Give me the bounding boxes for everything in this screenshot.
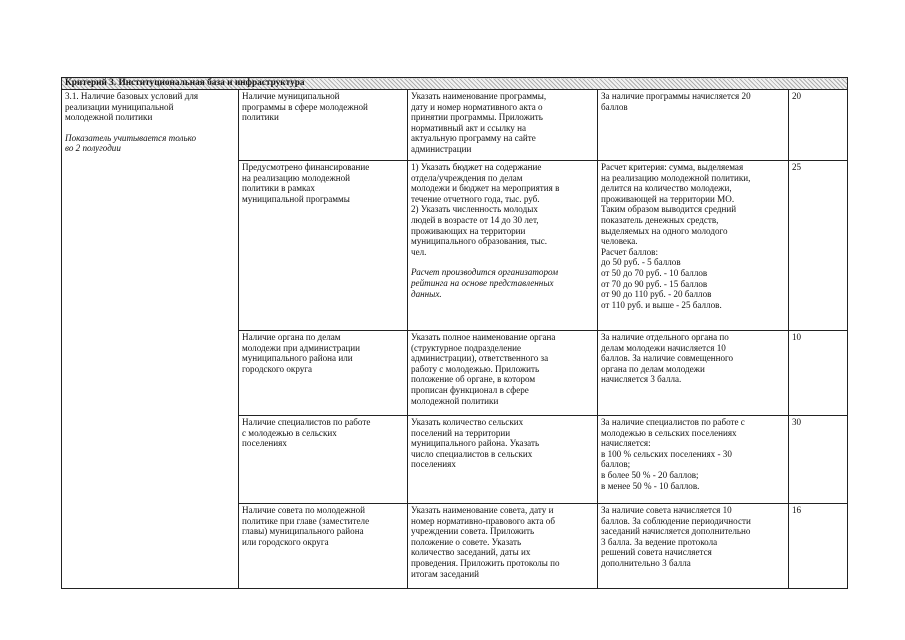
instruction-line: работу с молодежью. Приложить xyxy=(411,363,540,374)
instruction-line: Указать полное наименование органа xyxy=(411,332,556,342)
scoring-line: За наличие совета начисляется 10 xyxy=(601,505,732,515)
instruction-line: поселениях xyxy=(411,459,456,470)
indicator-line: Наличие совета по молодежной xyxy=(242,505,366,515)
scoring-line: Расчет критерия: сумма, выделяемая xyxy=(601,162,744,172)
section-title-line: 3.1. Наличие базовых условий для xyxy=(65,91,199,101)
indicator-cell xyxy=(239,90,408,161)
section-title-line: молодежной политики xyxy=(65,112,153,123)
scoring-line: в менее 50 % - 10 баллов. xyxy=(601,480,700,491)
indicator-line: муниципального района или xyxy=(242,353,353,364)
instruction-line: молодежной политики xyxy=(411,395,499,406)
instruction-cell xyxy=(408,416,598,504)
scoring-line: проживающей на территории МО. xyxy=(601,193,735,204)
indicator-line: политики в рамках xyxy=(242,183,315,194)
indicator-line: молодежи при администрации xyxy=(242,342,360,353)
scoring-cell xyxy=(598,504,789,589)
indicator-cell xyxy=(239,161,408,331)
instruction-line: положение об органе, в котором xyxy=(411,374,536,385)
indicator-cell xyxy=(239,331,408,416)
scoring-line: органа по делам молодежи xyxy=(601,363,705,374)
scoring-line: делам молодежи начисляется 10 xyxy=(601,342,726,353)
instruction-line: число специалистов в сельских xyxy=(411,448,533,459)
instruction-note-line: рейтинга на основе представленных xyxy=(411,277,554,288)
scoring-line: начисляется 3 балла. xyxy=(601,374,682,385)
points-value: 25 xyxy=(792,162,802,172)
scoring-cell xyxy=(598,90,789,161)
instruction-line: поселений на территории xyxy=(411,427,511,438)
instruction-line: принятии программы. Приложить xyxy=(411,112,543,123)
scoring-line: молодежью в сельских поселениях xyxy=(601,427,737,438)
instruction-line: учреждении совета. Приложить xyxy=(411,526,535,537)
instruction-line: номер нормативно-правового акта об xyxy=(411,515,555,526)
instruction-line: людей в возрасте от 14 до 30 лет, xyxy=(411,214,539,225)
instruction-line: 2) Указать численность молодых xyxy=(411,204,538,215)
instruction-cell xyxy=(408,90,598,161)
points-cell xyxy=(789,161,848,331)
instruction-line: прописан функционал в сфере xyxy=(411,384,529,395)
instruction-line: 1) Указать бюджет на содержание xyxy=(411,162,542,172)
scoring-line: в 100 % сельских поселениях - 30 xyxy=(601,448,732,459)
instruction-line: муниципального образования, тыс. xyxy=(411,236,548,247)
criterion-header-row xyxy=(62,78,848,90)
instruction-cell xyxy=(408,504,598,589)
indicator-line: на реализацию молодежной xyxy=(242,172,351,183)
indicator-line: поселениях xyxy=(242,438,287,449)
criteria-table xyxy=(61,77,848,589)
points-cell xyxy=(789,416,848,504)
scoring-cell xyxy=(598,331,789,416)
instruction-cell xyxy=(408,331,598,416)
instruction-line: молодежи и бюджет на мероприятия в xyxy=(411,183,560,194)
instruction-line: (структурное подразделение xyxy=(411,342,521,353)
instruction-line: течение отчетного года, тыс. руб. xyxy=(411,193,540,204)
instruction-line: администрации xyxy=(411,143,472,154)
instruction-cell xyxy=(408,161,598,331)
instruction-line: Указать наименование совета, дату и xyxy=(411,505,554,515)
scoring-line: баллов xyxy=(601,101,628,112)
indicator-line: городского округа xyxy=(242,363,313,374)
scoring-line: решений совета начисляется xyxy=(601,547,712,558)
indicator-cell xyxy=(239,416,408,504)
instruction-line: нормативный акт и ссылку на xyxy=(411,122,527,133)
scoring-line: За наличие программы начисляется 20 xyxy=(601,91,751,101)
instruction-line: актуальную программу на сайте xyxy=(411,133,536,144)
section-cell xyxy=(62,90,239,589)
instruction-note-line: Расчет производится организатором xyxy=(411,267,559,278)
scoring-line: до 50 руб. - 5 баллов xyxy=(601,257,681,268)
points-cell xyxy=(789,331,848,416)
scoring-line: от 50 до 70 руб. - 10 баллов xyxy=(601,267,708,278)
instruction-line: положение о совете. Указать xyxy=(411,536,522,547)
criteria-document xyxy=(61,77,847,589)
scoring-line: начисляется: xyxy=(601,438,651,449)
scoring-line: от 90 до 110 руб. - 20 баллов xyxy=(601,289,712,300)
scoring-line: баллов. За наличие совмещенного xyxy=(601,353,734,364)
scoring-line: заседаний начисляется дополнительно xyxy=(601,526,751,537)
scoring-line: баллов; xyxy=(601,459,631,470)
indicator-line: Предусмотрено финансирование xyxy=(242,162,370,172)
section-note-line: Показатель учитывается только xyxy=(65,132,197,143)
indicator-cell xyxy=(239,504,408,589)
section-title-line: реализации муниципальной xyxy=(65,101,174,112)
indicator-line: Наличие органа по делам xyxy=(242,332,341,342)
scoring-line: на реализацию молодежной политики, xyxy=(601,172,751,183)
points-value: 30 xyxy=(792,417,802,427)
spacer xyxy=(411,257,595,267)
scoring-line: показатель денежных средств, xyxy=(601,214,719,225)
instruction-line: дату и номер нормативного акта о xyxy=(411,101,543,112)
indicator-line: политике при главе (заместителе xyxy=(242,515,370,526)
scoring-line: от 110 руб. и выше - 25 баллов. xyxy=(601,299,722,310)
indicator-line: Наличие муниципальной xyxy=(242,91,340,101)
instruction-line: количество заседаний, даты их xyxy=(411,547,531,558)
instruction-line: отдела/учреждения по делам xyxy=(411,172,523,183)
points-cell xyxy=(789,90,848,161)
scoring-cell xyxy=(598,416,789,504)
criterion-header: Критерий 3. Институциональная база и инфраструктура xyxy=(62,78,848,90)
indicator-line: политики xyxy=(242,112,279,123)
scoring-line: Расчет баллов: xyxy=(601,246,658,257)
scoring-line: выделяемых на одного молодого xyxy=(601,225,728,236)
points-value: 16 xyxy=(792,505,802,515)
indicator-line: муниципальной программы xyxy=(242,193,350,204)
scoring-line: от 70 до 90 руб. - 15 баллов xyxy=(601,278,708,289)
points-value: 10 xyxy=(792,332,802,342)
instruction-line: чел. xyxy=(411,246,427,257)
points-value: 20 xyxy=(792,91,802,101)
instruction-line: Указать наименование программы, xyxy=(411,91,547,101)
scoring-line: Таким образом выводится средний xyxy=(601,204,737,215)
indicator-line: Наличие специалистов по работе xyxy=(242,417,371,427)
spacer xyxy=(65,123,236,133)
scoring-line: делится на количество молодежи, xyxy=(601,183,732,194)
scoring-line: в более 50 % - 20 баллов; xyxy=(601,469,699,480)
instruction-line: администрации), ответственного за xyxy=(411,353,549,364)
section-note-line: во 2 полугодии xyxy=(65,143,121,154)
indicator-line: главы) муниципального района xyxy=(242,526,364,537)
instruction-line: итогам заседаний xyxy=(411,568,480,579)
scoring-line: дополнительно 3 балла xyxy=(601,557,691,568)
scoring-line: баллов. За соблюдение периодичности xyxy=(601,515,751,526)
scoring-line: За наличие отдельного органа по xyxy=(601,332,729,342)
table-row xyxy=(62,90,848,161)
points-cell xyxy=(789,504,848,589)
scoring-cell xyxy=(598,161,789,331)
instruction-line: Указать количество сельских xyxy=(411,417,524,427)
indicator-line: или городского округа xyxy=(242,536,329,547)
instruction-line: проведения. Приложить протоколы по xyxy=(411,557,560,568)
indicator-line: программы в сфере молодежной xyxy=(242,101,368,112)
indicator-line: с молодежью в сельских xyxy=(242,427,337,438)
scoring-line: человека. xyxy=(601,236,638,247)
instruction-note-line: данных. xyxy=(411,288,442,299)
instruction-line: проживающих на территории xyxy=(411,225,526,236)
scoring-line: 3 балла. За ведение протокола xyxy=(601,536,718,547)
scoring-line: За наличие специалистов по работе с xyxy=(601,417,745,427)
instruction-line: муниципального района. Указать xyxy=(411,438,540,449)
